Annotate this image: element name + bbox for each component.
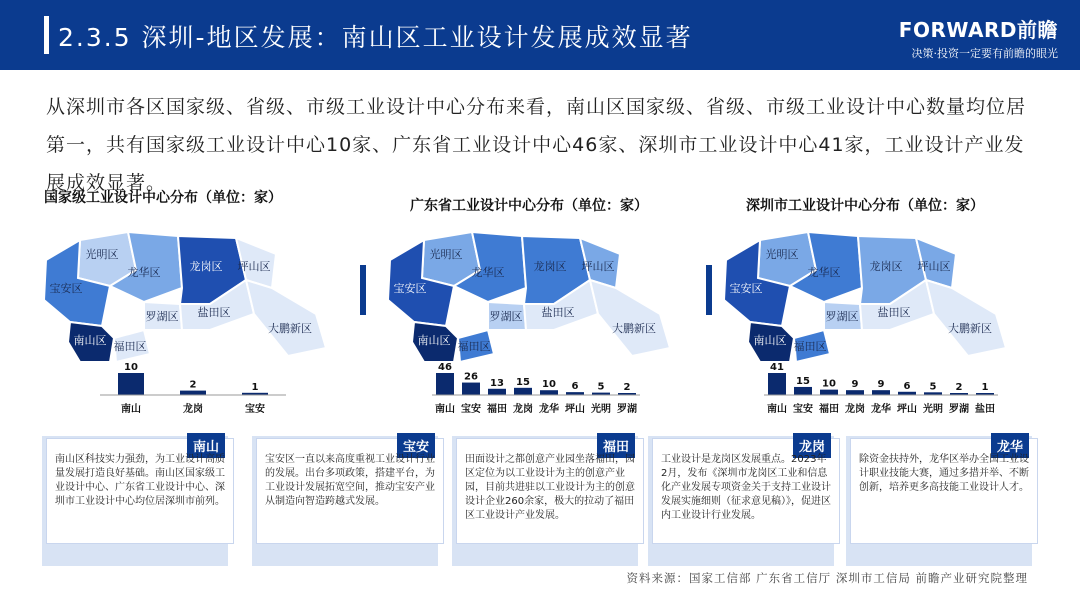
district-label-longgang: 龙岗区 bbox=[533, 260, 567, 273]
bar-value-label: 26 bbox=[464, 371, 478, 383]
bar-value-label: 15 bbox=[516, 376, 530, 388]
district-label-dapeng: 大鹏新区 bbox=[612, 322, 656, 335]
bar bbox=[488, 389, 506, 395]
bar bbox=[872, 390, 890, 395]
card-badge: 龙岗 bbox=[793, 433, 831, 458]
card-text: 南山区科技实力强劲，为工业设计高质量发展打造良好基础。南山区国家级工业设计中心、广东省工业设计中心、深圳市工业设计中心均位居深圳市前列。 bbox=[55, 454, 225, 507]
bar-category-label: 南山 bbox=[435, 404, 455, 415]
bar-chart-provincial bbox=[432, 360, 672, 422]
card-baoan bbox=[256, 438, 444, 544]
district-label-yantian: 盐田区 bbox=[877, 306, 911, 319]
map-national bbox=[40, 230, 330, 375]
intro-paragraph: 从深圳市各区国家级、省级、市级工业设计中心分布来看，南山区国家级、省级、市级工业设计中心数量均位居第一，共有国家级工业设计中心10家、广东省工业设计中心46家、深圳市工业设计中心41家，工业设计产业发展成效显著。 bbox=[46, 96, 1027, 194]
bar-chart-municipal bbox=[764, 360, 1024, 422]
bar-value-label: 46 bbox=[438, 362, 452, 373]
bar-category-label: 宝安 bbox=[793, 404, 813, 415]
district-label-longhua: 龙华区 bbox=[127, 266, 161, 279]
district-dapeng bbox=[246, 280, 326, 356]
bar bbox=[794, 387, 812, 395]
bar-chart-national bbox=[100, 360, 360, 422]
bar-value-label: 2 bbox=[623, 382, 631, 393]
chart-title-municipal: 深圳市工业设计中心分布（单位：家） bbox=[746, 198, 984, 214]
district-label-nanshan: 南山区 bbox=[417, 334, 451, 347]
bar-value-label: 9 bbox=[877, 379, 885, 391]
district-label-baoan: 宝安区 bbox=[729, 282, 763, 295]
district-label-luohu: 罗湖区 bbox=[489, 310, 523, 323]
district-label-luohu: 罗湖区 bbox=[825, 310, 859, 323]
bar bbox=[118, 373, 144, 395]
district-label-pingshan: 坪山区 bbox=[237, 260, 271, 273]
bar-category-label: 福田 bbox=[819, 404, 839, 415]
card-badge: 宝安 bbox=[397, 433, 435, 458]
chart-title-provincial: 广东省工业设计中心分布（单位：家） bbox=[410, 198, 648, 214]
district-label-longgang: 龙岗区 bbox=[189, 260, 223, 273]
bar-category-label: 龙华 bbox=[539, 404, 559, 415]
card-futian bbox=[456, 438, 644, 544]
bar-value-label: 1 bbox=[981, 382, 989, 393]
bar-category-label: 坪山 bbox=[897, 404, 917, 415]
card-text: 宝安区一直以来高度重视工业设计行业的发展。出台多项政策，搭建平台，为工业设计发展拓宽空间，推动宝安产业从制造向智造跨越式发展。 bbox=[265, 454, 435, 507]
card-text: 工业设计是龙岗区发展重点。2023年2月，发布《深圳市龙岗区工业和信息化产业发展专项资金关于支持工业设计发展实施细则（征求意见稿）》，促进区内工业设计行业发展。 bbox=[661, 454, 831, 521]
district-label-futian: 福田区 bbox=[793, 340, 827, 353]
logo-text: FORWARD前瞻 bbox=[898, 18, 1058, 42]
bar-value-label: 41 bbox=[770, 362, 784, 373]
bar-value-label: 10 bbox=[542, 379, 556, 391]
bar-value-label: 6 bbox=[571, 381, 579, 393]
district-label-dapeng: 大鹏新区 bbox=[268, 322, 312, 335]
bar-value-label: 2 bbox=[955, 382, 963, 393]
district-label-baoan: 宝安区 bbox=[49, 282, 83, 295]
card-longhua bbox=[850, 438, 1038, 544]
brand-logo bbox=[899, 14, 1058, 61]
bar-value-label: 1 bbox=[251, 381, 259, 393]
district-label-baoan: 宝安区 bbox=[393, 282, 427, 295]
card-badge: 南山 bbox=[187, 433, 225, 458]
district-label-longgang: 龙岗区 bbox=[869, 260, 903, 273]
district-label-futian: 福田区 bbox=[457, 340, 491, 353]
separator bbox=[706, 265, 712, 315]
bar-value-label: 9 bbox=[851, 379, 859, 391]
card-badge: 福田 bbox=[597, 433, 635, 458]
district-label-pingshan: 坪山区 bbox=[917, 260, 951, 273]
bar bbox=[846, 390, 864, 395]
bar-category-label: 宝安 bbox=[245, 404, 265, 415]
bar-category-label: 龙岗 bbox=[183, 404, 203, 415]
map-provincial bbox=[384, 230, 674, 375]
district-label-guangming: 光明区 bbox=[429, 248, 463, 261]
bar bbox=[462, 383, 480, 395]
bar-category-label: 宝安 bbox=[461, 404, 481, 415]
district-dapeng bbox=[590, 280, 670, 356]
district-label-guangming: 光明区 bbox=[85, 248, 119, 261]
map-municipal bbox=[720, 230, 1010, 375]
page-title: 2.3.5 深圳-地区发展：南山区工业设计发展成效显著 bbox=[58, 23, 693, 52]
bar-value-label: 2 bbox=[189, 379, 197, 391]
bar-category-label: 罗湖 bbox=[617, 404, 637, 415]
logo-slogan: 决策·投资一定要有前瞻的眼光 bbox=[911, 47, 1058, 60]
bar bbox=[540, 390, 558, 395]
district-label-nanshan: 南山区 bbox=[753, 334, 787, 347]
source-note: 资料来源：国家工信部 广东省工信厅 深圳市工信局 前瞻产业研究院整理 bbox=[626, 571, 1028, 585]
bar-category-label: 南山 bbox=[121, 404, 141, 415]
bar bbox=[180, 391, 206, 395]
bar-category-label: 盐田 bbox=[975, 404, 995, 415]
bar-category-label: 龙岗 bbox=[513, 404, 533, 415]
district-label-longhua: 龙华区 bbox=[807, 266, 841, 279]
bar-value-label: 15 bbox=[796, 375, 810, 387]
bar-category-label: 龙华 bbox=[871, 404, 891, 415]
chart-title-national: 国家级工业设计中心分布（单位：家） bbox=[44, 190, 282, 206]
district-label-nanshan: 南山区 bbox=[73, 334, 107, 347]
card-nanshan bbox=[46, 438, 234, 544]
district-label-futian: 福田区 bbox=[113, 340, 147, 353]
bar-value-label: 5 bbox=[597, 381, 605, 393]
bar-category-label: 光明 bbox=[923, 404, 943, 415]
bar-value-label: 10 bbox=[124, 362, 138, 373]
header-bar bbox=[0, 0, 1080, 70]
district-label-luohu: 罗湖区 bbox=[145, 310, 179, 323]
bar-value-label: 5 bbox=[929, 381, 937, 393]
bar bbox=[514, 388, 532, 395]
bar-value-label: 10 bbox=[822, 378, 836, 390]
card-badge: 龙华 bbox=[991, 433, 1029, 458]
bar-category-label: 光明 bbox=[591, 404, 611, 415]
district-dapeng bbox=[926, 280, 1006, 356]
bar-category-label: 龙岗 bbox=[845, 404, 865, 415]
bar-category-label: 福田 bbox=[487, 404, 507, 415]
bar-category-label: 坪山 bbox=[565, 404, 585, 415]
district-label-pingshan: 坪山区 bbox=[581, 260, 615, 273]
card-text: 除资金扶持外，龙华区举办全国工业设计职业技能大赛，通过多措并举、不断创新，培养更多高技能工业设计人才。 bbox=[859, 454, 1029, 493]
district-label-longhua: 龙华区 bbox=[471, 266, 505, 279]
bar-category-label: 南山 bbox=[767, 404, 787, 415]
bar bbox=[436, 373, 454, 395]
bar-category-label: 罗湖 bbox=[949, 404, 969, 415]
card-text: 田面设计之都创意产业园坐落福田，园区定位为以工业设计为主的创意产业园，目前共进驻以工业设计为主的创意设计企业260余家，极大的拉动了福田区工业设计产业发展。 bbox=[465, 454, 635, 521]
district-label-yantian: 盐田区 bbox=[541, 306, 575, 319]
district-label-yantian: 盐田区 bbox=[197, 306, 231, 319]
district-label-guangming: 光明区 bbox=[765, 248, 799, 261]
separator bbox=[360, 265, 366, 315]
card-longgang bbox=[652, 438, 840, 544]
district-label-dapeng: 大鹏新区 bbox=[948, 322, 992, 335]
header-accent bbox=[44, 16, 49, 54]
bar bbox=[768, 373, 786, 395]
bar bbox=[820, 390, 838, 395]
bar-value-label: 6 bbox=[903, 380, 911, 392]
bar-value-label: 13 bbox=[490, 377, 504, 389]
